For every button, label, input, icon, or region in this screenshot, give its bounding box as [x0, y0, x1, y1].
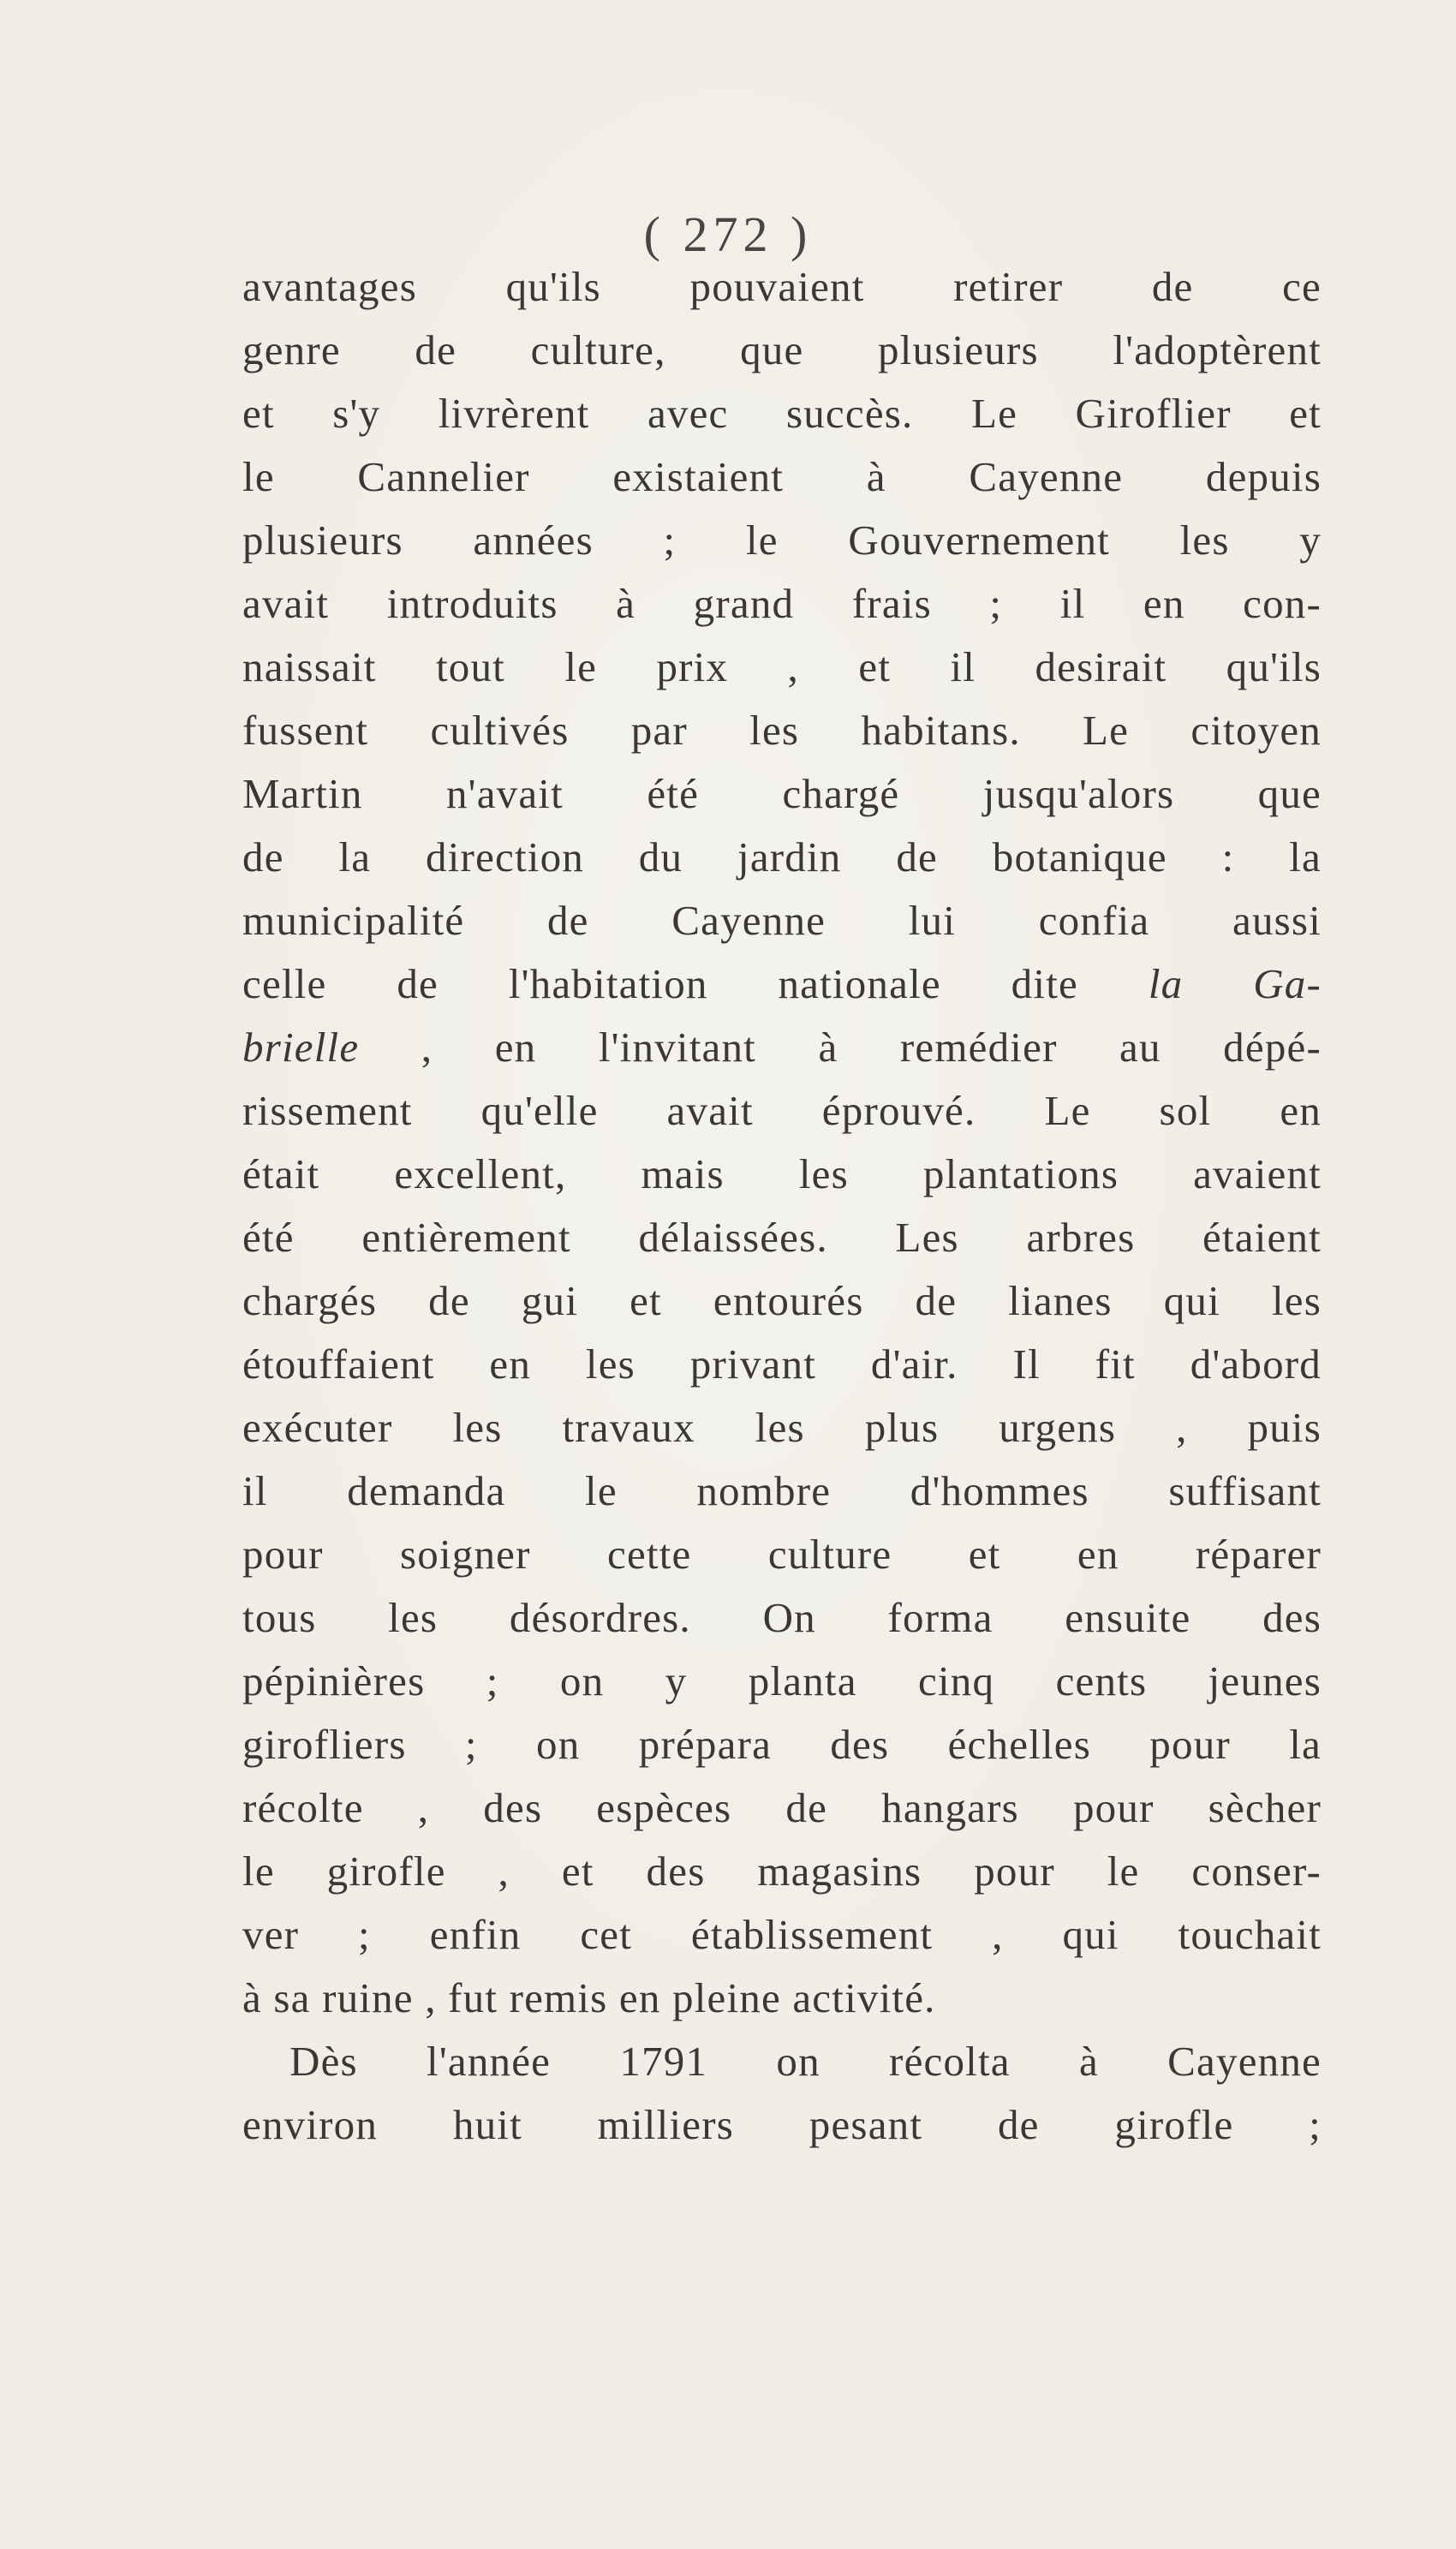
- text-line: été entièrement délaissées. Les arbres étaient: [242, 1214, 1322, 1261]
- text-line: avait introduits à grand frais ; il en con-: [242, 580, 1322, 627]
- text-line: le Cannelier existaient à Cayenne depuis: [242, 453, 1322, 500]
- text-line: environ huit milliers pesant de girofle ;: [242, 2101, 1322, 2148]
- text-line: tous les désordres. On forma ensuite des: [242, 1594, 1322, 1641]
- text-line: pour soigner cette culture et en réparer: [242, 1531, 1322, 1578]
- text-line-part: , en l'invitant à remédier au dépé-: [421, 1024, 1322, 1071]
- italic-place-name: brielle: [242, 1024, 360, 1071]
- paragraph-start-line: Dès l'année 1791 on récolta à Cayenne: [289, 2038, 1322, 2085]
- text-line: genre de culture, que plusieurs l'adoptèrent: [242, 326, 1322, 373]
- body-text: [242, 255, 1322, 2157]
- text-line: Martin n'avait été chargé jusqu'alors que: [242, 770, 1322, 817]
- text-line: était excellent, mais les plantations avaient: [242, 1150, 1322, 1197]
- page-number: ( 272 ): [643, 206, 813, 262]
- text-line: à sa ruine , fut remis en pleine activité.: [242, 1974, 936, 2021]
- text-line: municipalité de Cayenne lui confia aussi: [242, 897, 1322, 944]
- text-line: chargés de gui et entourés de lianes qui les: [242, 1277, 1322, 1324]
- text-line: le girofle , et des magasins pour le conser-: [242, 1848, 1322, 1895]
- text-line: et s'y livrèrent avec succès. Le Giroflier et: [242, 390, 1322, 437]
- text-line: girofliers ; on prépara des échelles pour la: [242, 1721, 1322, 1768]
- text-line: naissait tout le prix , et il desirait qu'ils: [242, 643, 1322, 690]
- text-line: plusieurs années ; le Gouvernement les y: [242, 516, 1322, 564]
- text-line: il demanda le nombre d'hommes suffisant: [242, 1467, 1322, 1514]
- text-line-with-italic: [242, 952, 1322, 1016]
- text-line: pépinières ; on y planta cinq cents jeunes: [242, 1657, 1322, 1704]
- text-line: avantages qu'ils pouvaient retirer de ce: [242, 263, 1322, 310]
- text-line: exécuter les travaux les plus urgens , puis: [242, 1404, 1322, 1451]
- text-line: de la direction du jardin de botanique : la: [242, 833, 1322, 881]
- text-line: récolte , des espèces de hangars pour sècher: [242, 1784, 1322, 1831]
- italic-place-name: la Ga-: [1148, 960, 1322, 1007]
- text-line: rissement qu'elle avait éprouvé. Le sol en: [242, 1087, 1322, 1134]
- text-line-with-italic: [242, 1016, 1322, 1079]
- text-line: ver ; enfin cet établissement , qui touchait: [242, 1911, 1322, 1958]
- text-line: étouffaient en les privant d'air. Il fit d'abord: [242, 1340, 1322, 1388]
- text-line-part: celle de l'habitation nationale dite: [242, 960, 1078, 1007]
- text-line: fussent cultivés par les habitans. Le citoyen: [242, 707, 1322, 754]
